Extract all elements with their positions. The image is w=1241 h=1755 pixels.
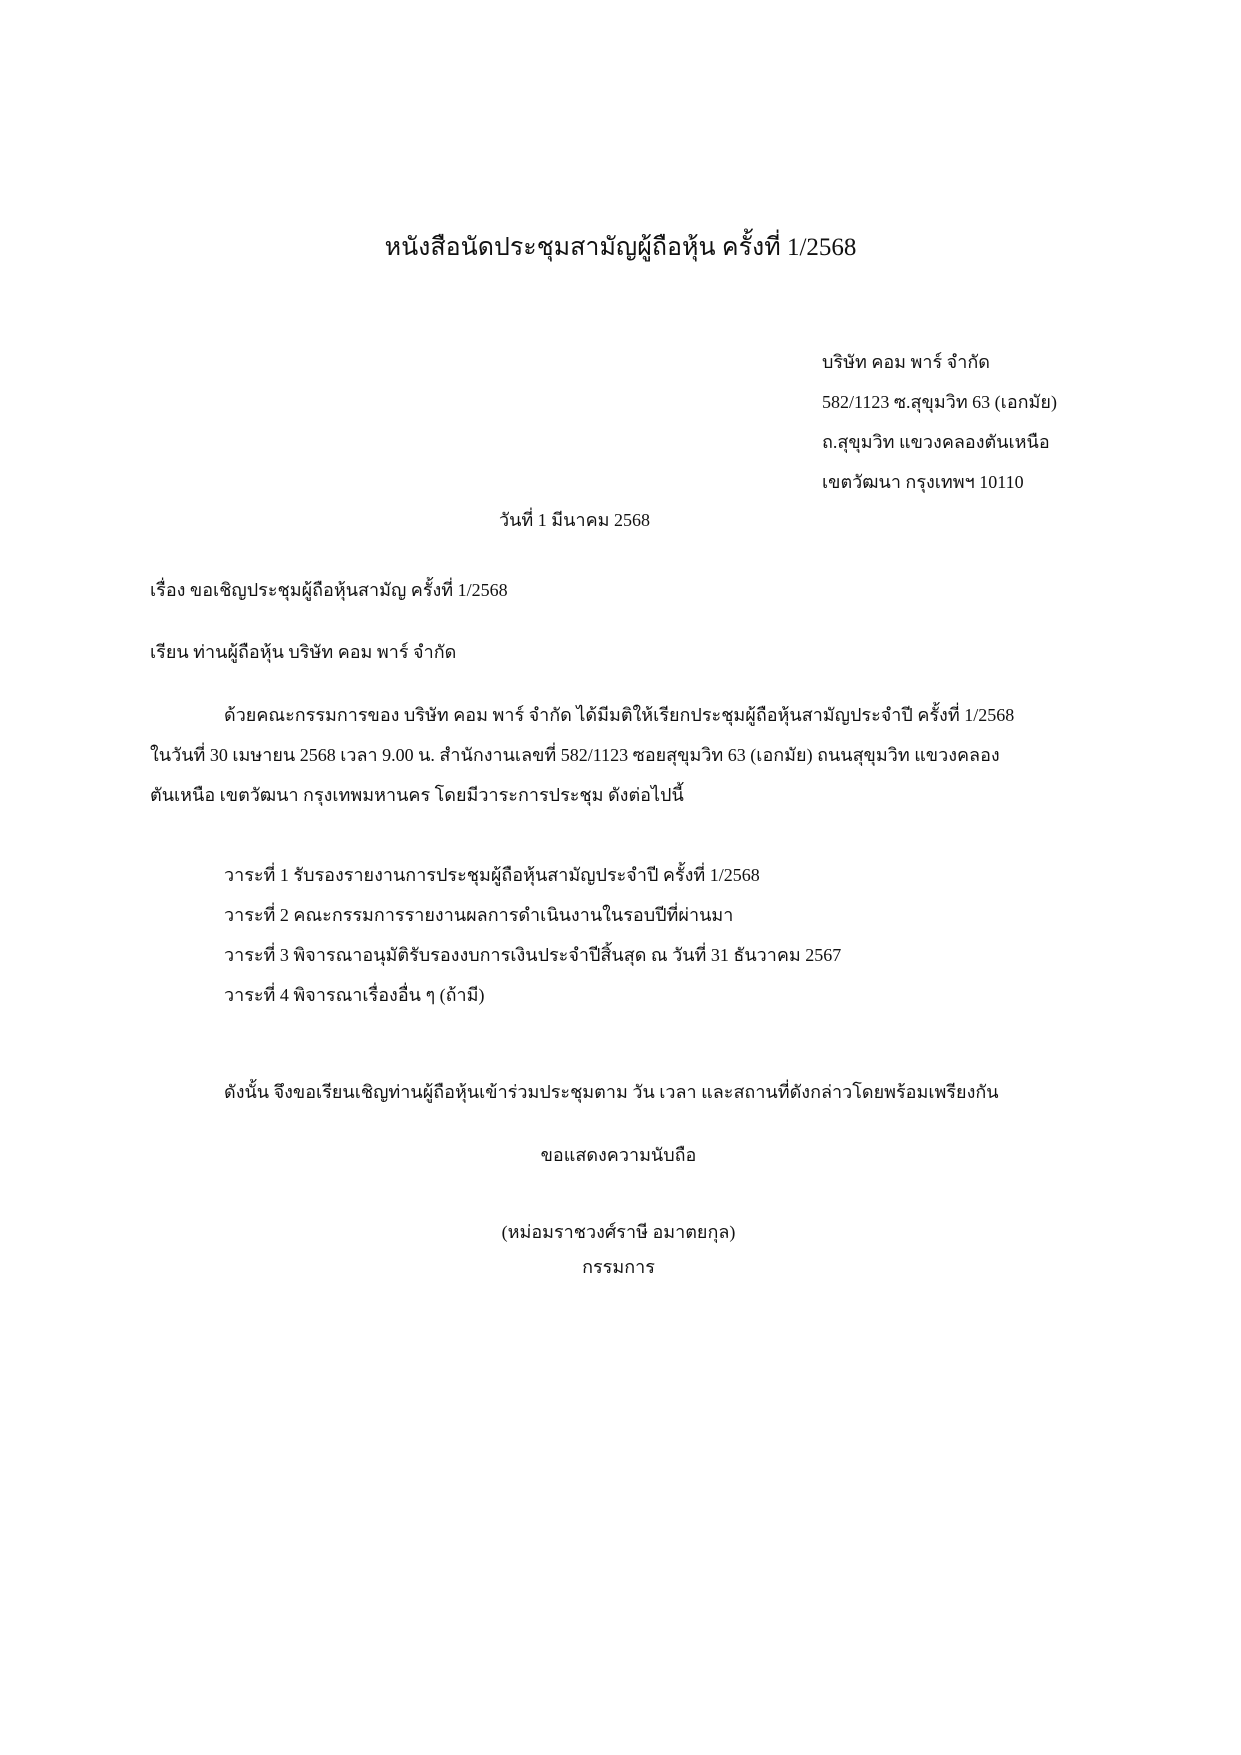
document-title: หนังสือนัดประชุมสามัญผู้ถือหุ้น ครั้งที่ 1/2568 <box>384 234 857 261</box>
closing-paragraph: ดังนั้น จึงขอเรียนเชิญท่านผู้ถือหุ้นเข้าร่วมประชุมตาม วัน เวลา และสถานที่ดังกล่าวโดยพร้อมเพรียงกัน <box>224 1082 999 1102</box>
sign-off: ขอแสดงความนับถือ <box>540 1145 697 1165</box>
company-address-line-2: ถ.สุขุมวิท แขวงคลองตันเหนือ <box>822 432 1050 452</box>
body-paragraph-line-3: ตันเหนือ เขตวัฒนา กรุงเทพมหานคร โดยมีวาระการประชุม ดังต่อไปนี้ <box>150 785 684 805</box>
agenda-item-3: วาระที่ 3 พิจารณาอนุมัติรับรองงบการเงินประจำปีสิ้นสุด ณ วันที่ 31 ธันวาคม 2567 <box>224 945 842 965</box>
agenda-item-4: วาระที่ 4 พิจารณาเรื่องอื่น ๆ (ถ้ามี) <box>224 985 485 1005</box>
signatory-title: กรรมการ <box>582 1257 655 1277</box>
body-paragraph-line-2: ในวันที่ 30 เมษายน 2568 เวลา 9.00 น. สำนักงานเลขที่ 582/1123 ซอยสุขุมวิท 63 (เอกมัย) ถนนสุขุมวิท แขวงคลอง <box>150 745 1000 765</box>
agenda-item-2: วาระที่ 2 คณะกรรมการรายงานผลการดำเนินงานในรอบปีที่ผ่านมา <box>224 905 734 925</box>
company-name: บริษัท คอม พาร์ จำกัด <box>822 352 990 372</box>
letter-date: วันที่ 1 มีนาคม 2568 <box>499 510 650 530</box>
signatory-name: (หม่อมราชวงศ์ราษี อมาตยกุล) <box>501 1222 736 1242</box>
letter-subject: เรื่อง ขอเชิญประชุมผู้ถือหุ้นสามัญ ครั้งที่ 1/2568 <box>150 580 508 600</box>
agenda-item-1: วาระที่ 1 รับรองรายงานการประชุมผู้ถือหุ้นสามัญประจำปี ครั้งที่ 1/2568 <box>224 865 760 885</box>
company-address-line-1: 582/1123 ซ.สุขุมวิท 63 (เอกมัย) <box>822 392 1057 412</box>
body-paragraph-line-1: ด้วยคณะกรรมการของ บริษัท คอม พาร์ จำกัด ได้มีมติให้เรียกประชุมผู้ถือหุ้นสามัญประจำปี ครั้งที่ 1/2568 <box>224 705 1015 725</box>
company-address-line-3: เขตวัฒนา กรุงเทพฯ 10110 <box>822 472 1024 492</box>
letter-recipient: เรียน ท่านผู้ถือหุ้น บริษัท คอม พาร์ จำกัด <box>150 642 457 662</box>
